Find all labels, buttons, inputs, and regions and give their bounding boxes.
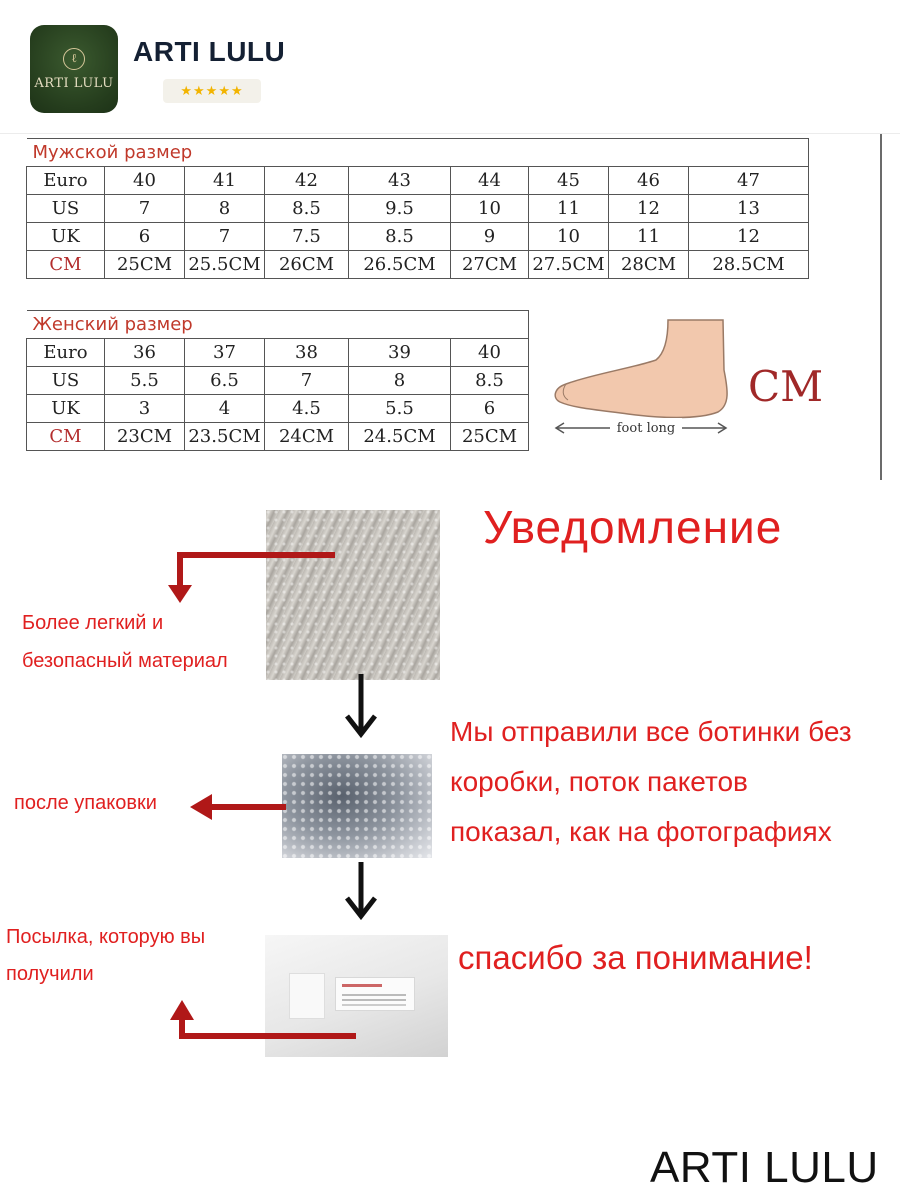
size-cell: 26CM bbox=[265, 251, 349, 279]
packed-shoes-photo bbox=[282, 754, 432, 858]
size-cell: 26.5CM bbox=[349, 251, 451, 279]
size-cell: 7 bbox=[265, 367, 349, 395]
women-size-table bbox=[26, 310, 529, 451]
size-cell: 4.5 bbox=[265, 395, 349, 423]
size-row-label: Euro bbox=[27, 339, 105, 367]
size-cell: 7.5 bbox=[265, 223, 349, 251]
rating-stars: ★★★★★ bbox=[163, 79, 261, 103]
size-cell: 27.5CM bbox=[529, 251, 609, 279]
size-cell: 28CM bbox=[609, 251, 689, 279]
arrow-to-after-packing-icon bbox=[188, 790, 288, 824]
size-cell: 24.5CM bbox=[349, 423, 451, 451]
size-cell: 11 bbox=[529, 195, 609, 223]
size-cell: 23.5CM bbox=[185, 423, 265, 451]
size-cell: 12 bbox=[609, 195, 689, 223]
size-cell: 42 bbox=[265, 167, 349, 195]
size-row-cm bbox=[27, 423, 529, 451]
size-cell: 45 bbox=[529, 167, 609, 195]
size-cell: 11 bbox=[609, 223, 689, 251]
size-cell: 8.5 bbox=[265, 195, 349, 223]
size-cell: 25CM bbox=[105, 251, 185, 279]
store-header bbox=[0, 0, 900, 134]
logo-text: ARTI LULU bbox=[34, 75, 114, 91]
size-cell: 27CM bbox=[451, 251, 529, 279]
size-cell: 5.5 bbox=[105, 367, 185, 395]
size-row-label: CM bbox=[27, 423, 105, 451]
size-cell: 46 bbox=[609, 167, 689, 195]
size-cell: 12 bbox=[689, 223, 809, 251]
size-cell: 5.5 bbox=[349, 395, 451, 423]
size-cell: 25CM bbox=[451, 423, 529, 451]
size-row-euro bbox=[27, 339, 529, 367]
size-row-uk bbox=[27, 223, 809, 251]
size-row-us bbox=[27, 367, 529, 395]
size-cell: 40 bbox=[105, 167, 185, 195]
size-cell: 24CM bbox=[265, 423, 349, 451]
size-row-us bbox=[27, 195, 809, 223]
arrow-down-2-icon bbox=[343, 860, 379, 922]
size-cell: 28.5CM bbox=[689, 251, 809, 279]
size-cell: 8.5 bbox=[349, 223, 451, 251]
parcel-caption-line2: получили bbox=[6, 963, 94, 985]
shipping-text-line3: показал, как на фотографиях bbox=[450, 816, 832, 847]
size-cell: 9 bbox=[451, 223, 529, 251]
size-cell: 23CM bbox=[105, 423, 185, 451]
shipping-text-line2: коробки, поток пакетов bbox=[450, 766, 748, 797]
size-cell: 39 bbox=[349, 339, 451, 367]
size-cell: 8 bbox=[349, 367, 451, 395]
size-cell: 9.5 bbox=[349, 195, 451, 223]
parcel-caption-line1: Посылка, которую вы bbox=[6, 926, 206, 948]
footer-brand: ARTI LULU bbox=[650, 1143, 879, 1192]
size-cell: 13 bbox=[689, 195, 809, 223]
size-cell: 3 bbox=[105, 395, 185, 423]
size-cell: 40 bbox=[451, 339, 529, 367]
size-row-label: UK bbox=[27, 395, 105, 423]
store-name[interactable]: ARTI LULU bbox=[133, 36, 286, 67]
size-cell: 4 bbox=[185, 395, 265, 423]
size-cell: 7 bbox=[105, 195, 185, 223]
store-logo[interactable] bbox=[30, 25, 118, 113]
size-cell: 41 bbox=[185, 167, 265, 195]
size-cell: 43 bbox=[349, 167, 451, 195]
size-cell: 36 bbox=[105, 339, 185, 367]
foot-long-label: foot long bbox=[616, 421, 676, 436]
women_size-title: Женский размер bbox=[27, 311, 529, 339]
size-cell: 6 bbox=[451, 395, 529, 423]
size-row-uk bbox=[27, 395, 529, 423]
material-caption-line2: безопасный материал bbox=[22, 650, 228, 672]
arrow-down-1-icon bbox=[343, 672, 379, 742]
notice-title: Уведомление bbox=[483, 501, 783, 553]
arrow-up-to-parcel-icon bbox=[168, 998, 358, 1046]
size-row-label: CM bbox=[27, 251, 105, 279]
men-size-table bbox=[26, 138, 809, 279]
size-cell: 37 bbox=[185, 339, 265, 367]
size-row-euro bbox=[27, 167, 809, 195]
size-chart bbox=[0, 134, 900, 480]
chart-divider bbox=[880, 134, 882, 480]
size-cell: 10 bbox=[529, 223, 609, 251]
size-cell: 6 bbox=[105, 223, 185, 251]
size-cell: 8.5 bbox=[451, 367, 529, 395]
size-cell: 38 bbox=[265, 339, 349, 367]
logo-emblem-icon: ℓ bbox=[63, 48, 85, 70]
size-row-label: US bbox=[27, 367, 105, 395]
size-cell: 6.5 bbox=[185, 367, 265, 395]
size-row-cm bbox=[27, 251, 809, 279]
size-row-label: Euro bbox=[27, 167, 105, 195]
men_size-title: Мужской размер bbox=[27, 139, 809, 167]
size-cell: 25.5CM bbox=[185, 251, 265, 279]
size-cell: 8 bbox=[185, 195, 265, 223]
arrow-to-material-icon bbox=[150, 545, 340, 605]
size-cell: 7 bbox=[185, 223, 265, 251]
thanks-text: спасибо за понимание! bbox=[458, 939, 813, 976]
shipping-text-line1: Мы отправили все ботинки без bbox=[450, 716, 852, 747]
size-row-label: US bbox=[27, 195, 105, 223]
size-cell: 44 bbox=[451, 167, 529, 195]
foot-unit-label: CM bbox=[748, 362, 824, 411]
size-cell: 47 bbox=[689, 167, 809, 195]
after-packing-caption: после упаковки bbox=[14, 792, 157, 814]
size-row-label: UK bbox=[27, 223, 105, 251]
size-cell: 10 bbox=[451, 195, 529, 223]
foot-shape bbox=[555, 320, 727, 418]
material-caption-line1: Более легкий и bbox=[22, 612, 164, 634]
